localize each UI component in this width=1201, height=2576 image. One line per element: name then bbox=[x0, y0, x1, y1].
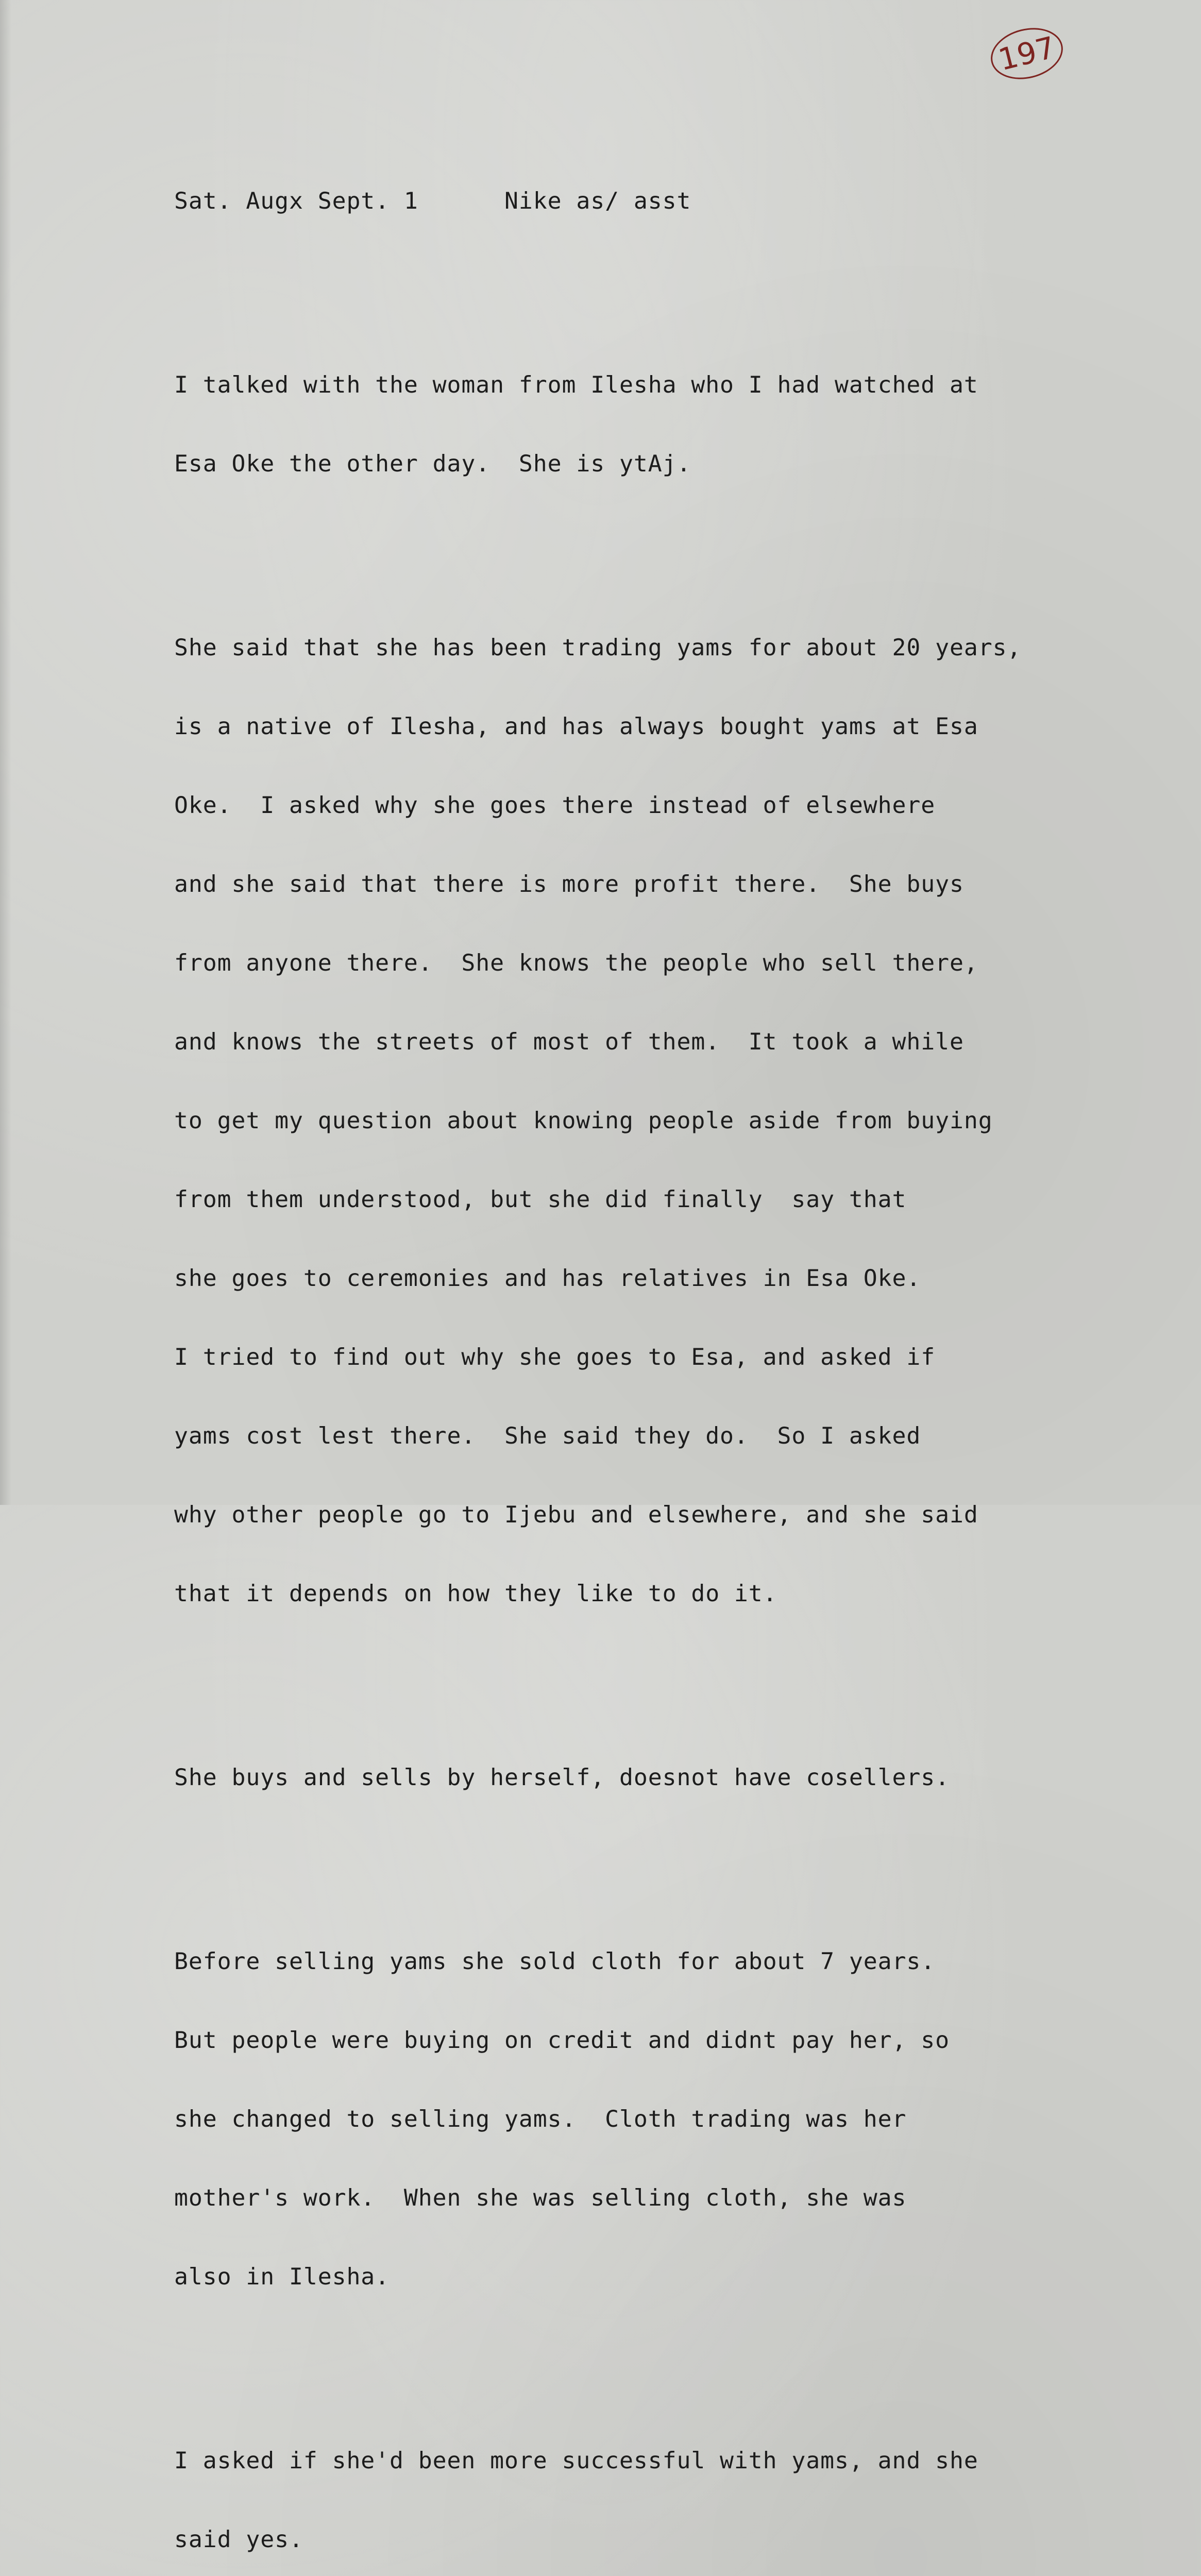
paragraph-line: that it depends on how they like to do it. bbox=[174, 1580, 777, 1607]
paragraph-line: said yes. bbox=[174, 2526, 303, 2553]
paragraph-line: is a native of Ilesha, and has always bought yams at Esa bbox=[174, 713, 978, 740]
paragraph-line: from them understood, but she did finally say that bbox=[174, 1185, 907, 1213]
paragraph-line: She buys and sells by herself, doesnot have cosellers. bbox=[174, 1764, 950, 1791]
paragraph-line: from anyone there. She knows the people who sell there, bbox=[174, 949, 978, 976]
paragraph-line: she goes to ceremonies and has relatives in Esa Oke. bbox=[174, 1264, 921, 1292]
paragraph-line: She said that she has been trading yams for about 20 years, bbox=[174, 634, 1022, 661]
paragraph-line: yams cost lest there. She said they do. So I asked bbox=[174, 1422, 921, 1449]
paragraph-line: also in Ilesha. bbox=[174, 2263, 390, 2290]
paragraph-line: Esa Oke the other day. She is ytAj. bbox=[174, 450, 691, 477]
spacer bbox=[174, 1843, 1163, 1869]
typed-notes bbox=[174, 135, 1163, 2576]
spacer bbox=[174, 529, 1163, 555]
spacer bbox=[174, 2342, 1163, 2368]
paragraph-line: I tried to find out why she goes to Esa, and asked if bbox=[174, 1343, 936, 1370]
paragraph-line: Before selling yams she sold cloth for about 7 years. bbox=[174, 1947, 936, 1975]
paragraph-line: why other people go to Ijebu and elsewhere, and she said bbox=[174, 1501, 978, 1528]
paragraph-line: and knows the streets of most of them. It took a while bbox=[174, 1028, 964, 1055]
paragraph-line: she changed to selling yams. Cloth trading was her bbox=[174, 2105, 907, 2132]
spacer bbox=[174, 1659, 1163, 1685]
paragraph-line: I asked if she'd been more successful with yams, and she bbox=[174, 2447, 978, 2474]
paragraph-line: But people were buying on credit and didnt pay her, so bbox=[174, 2026, 950, 2054]
page-edge-shadow bbox=[0, 0, 11, 1505]
page-number-stamp: 197 bbox=[985, 21, 1068, 87]
spacer bbox=[174, 266, 1163, 293]
paragraph-line: I talked with the woman from Ilesha who I had watched at bbox=[174, 371, 978, 398]
paragraph-line: to get my question about knowing people aside from buying bbox=[174, 1107, 993, 1134]
paragraph-line: Oke. I asked why she goes there instead of elsewhere bbox=[174, 791, 936, 819]
paragraph-line: and she said that there is more profit there. She buys bbox=[174, 870, 964, 897]
paragraph-line: mother's work. When she was selling cloth, she was bbox=[174, 2184, 907, 2211]
entry-header: Sat. Augx Sept. 1 Nike as/ asst bbox=[174, 187, 691, 214]
